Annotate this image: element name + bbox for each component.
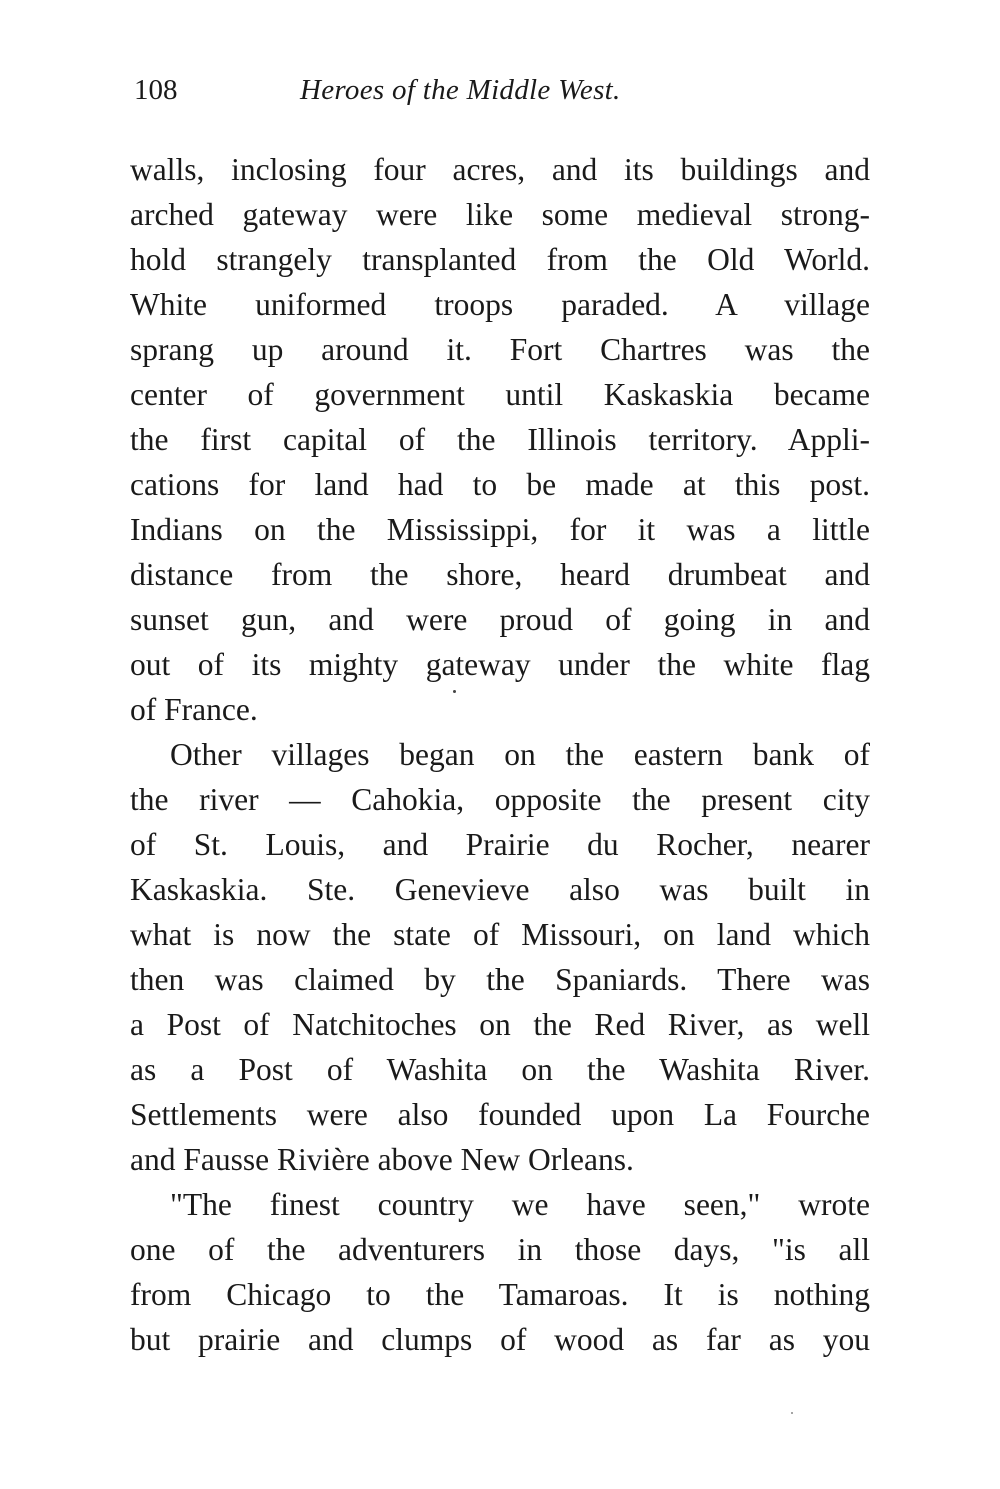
text-line: one of the adventurers in those days, "is all [130,1232,870,1267]
text-line: of St. Louis, and Prairie du Rocher, nearer [130,827,870,862]
text-line: center of government until Kaskaskia became [130,377,870,412]
text-line: Kaskaskia. Ste. Genevieve also was built in [130,872,870,907]
text-line: a Post of Natchitoches on the Red River, as well [130,1007,870,1042]
text-line: then was claimed by the Spaniards. There was [130,962,870,997]
paper-speck [791,1412,793,1414]
text-line: out of its mighty gateway under the white flag [130,647,870,682]
text-line: distance from the shore, heard drumbeat and [130,557,870,592]
text-line: as a Post of Washita on the Washita River. [130,1052,870,1087]
text-line: sunset gun, and were proud of going in and [130,602,870,637]
text-line: Settlements were also founded upon La Fourche [130,1097,870,1132]
running-title: Heroes of the Middle West. [300,74,621,106]
text-line: but prairie and clumps of wood as far as you [130,1322,870,1357]
text-line: Indians on the Mississippi, for it was a little [130,512,870,547]
text-line: Other villages began on the eastern bank of [170,737,870,772]
text-line: the river — Cahokia, opposite the present city [130,782,870,817]
text-line: "The finest country we have seen," wrote [170,1187,870,1222]
text-line: of France. [130,692,258,727]
body-text [130,147,870,1362]
text-line: arched gateway were like some medieval strong- [130,197,870,232]
running-head [134,70,874,110]
text-line: what is now the state of Missouri, on land which [130,917,870,952]
text-line: from Chicago to the Tamaroas. It is nothing [130,1277,870,1312]
text-line: walls, inclosing four acres, and its buildings and [130,152,870,187]
text-line: White uniformed troops paraded. A village [130,287,870,322]
text-line: cations for land had to be made at this post. [130,467,870,502]
page-number: 108 [134,74,178,106]
paper-speck [453,690,456,693]
text-line: hold strangely transplanted from the Old World. [130,242,870,277]
text-line: and Fausse Rivière above New Orleans. [130,1142,634,1177]
text-line: sprang up around it. Fort Chartres was the [130,332,870,367]
text-line: the first capital of the Illinois territory. Appli- [130,422,870,457]
